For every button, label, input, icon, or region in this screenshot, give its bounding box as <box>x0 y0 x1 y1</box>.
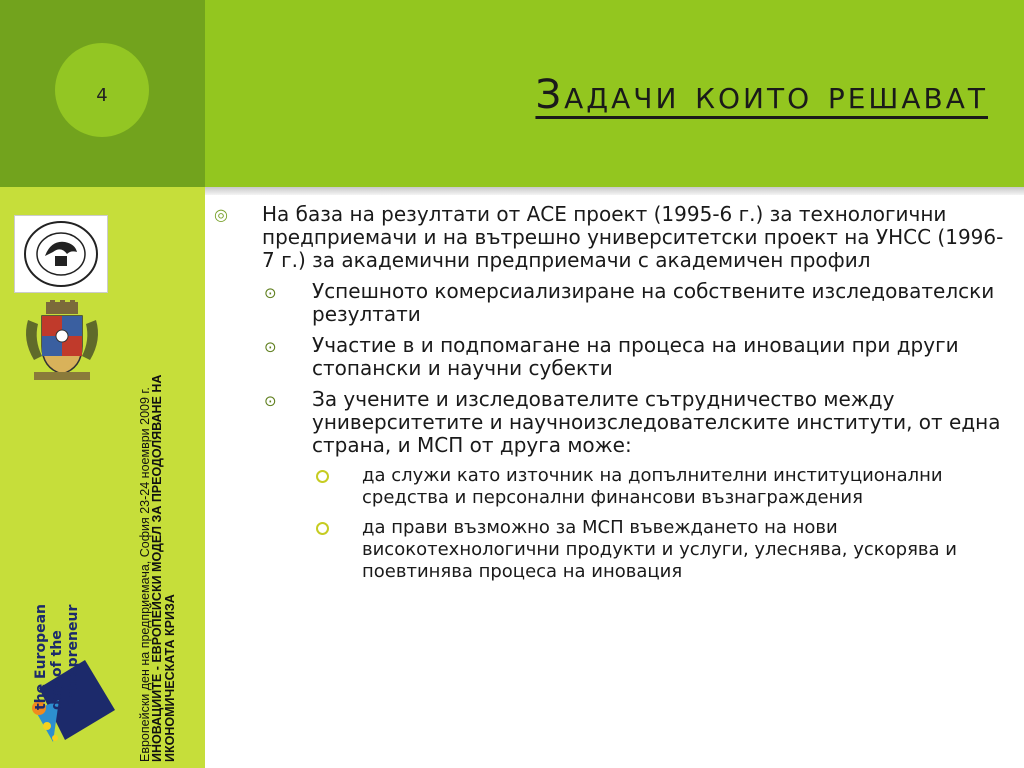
coat-of-arms <box>20 300 104 382</box>
header-divider <box>205 187 1024 195</box>
sidebar-top-block <box>0 0 205 187</box>
slide-header <box>205 0 1024 187</box>
bullet-text: За учените и изследователите сътрудничество между университетите и научноизследователските институти, от една страна, и МСП от друга може: <box>312 387 1001 457</box>
bullet-ring-icon <box>316 522 329 535</box>
bullet-dot-circle-icon: ⊙ <box>264 338 277 356</box>
university-logo <box>14 215 108 293</box>
bullet-item-level-3 <box>212 465 1012 509</box>
slide-content <box>212 203 1012 591</box>
european-day-logo <box>25 560 125 750</box>
brand-line-3: Entrepreneur <box>65 604 81 710</box>
bullet-text: Участие в и подпомагане на процеса на иновации при други стопански и научни субекти <box>312 333 959 380</box>
bullet-item-level-2 <box>212 280 1012 326</box>
bullet-item-level-2 <box>212 334 1012 380</box>
theme-line-2: ИКОНОМИЧЕСКАТА КРИЗА <box>163 594 177 762</box>
bullet-dot-circle-icon: ⊙ <box>264 284 277 302</box>
event-line: Европейски ден на предприемача, София 23-24 ноември 2009 г. <box>138 387 152 762</box>
bullet-item-level-3 <box>212 517 1012 583</box>
bullet-dot-circle-icon: ⊙ <box>264 392 277 410</box>
slide-number: 4 <box>96 85 108 106</box>
university-seal-icon <box>15 216 107 292</box>
bullet-text: да служи като източник на допълнителни институционални средства и персонални финансови възнаграждения <box>362 465 943 508</box>
bullet-item-level-1 <box>212 203 1012 272</box>
sidebar <box>0 0 205 768</box>
bullet-target-icon: ◎ <box>214 205 228 224</box>
brand-line-2: day of the <box>49 630 65 710</box>
slide-number-circle <box>55 43 149 137</box>
brand-line-1: the European <box>33 603 49 710</box>
bullet-item-level-2 <box>212 388 1012 457</box>
bullet-text: На база на резултати от АСЕ проект (1995-6 г.) за технологични предприемачи и на вътрешно университетски проект на УНСС (1996-7 г.) за академични предприемачи с академичен профил <box>262 202 1004 272</box>
slide-title: Задачи които решават <box>535 72 988 118</box>
theme-line-1: ИНОВАЦИИТЕ - ЕВРОПЕЙСКИ МОДЕЛ ЗА ПРЕОДОЛЯВАНЕ НА <box>150 374 164 762</box>
bullet-text: Успешното комерсиализиране на собствените изследователски резултати <box>312 279 995 326</box>
bullet-ring-icon <box>316 470 329 483</box>
bullet-text: да прави възможно за МСП въвеждането на нови високотехнологични продукти и услуги, улеснява, ускорява и поевтинява процеса на иновация <box>362 517 957 582</box>
coat-of-arms-icon <box>20 300 104 382</box>
